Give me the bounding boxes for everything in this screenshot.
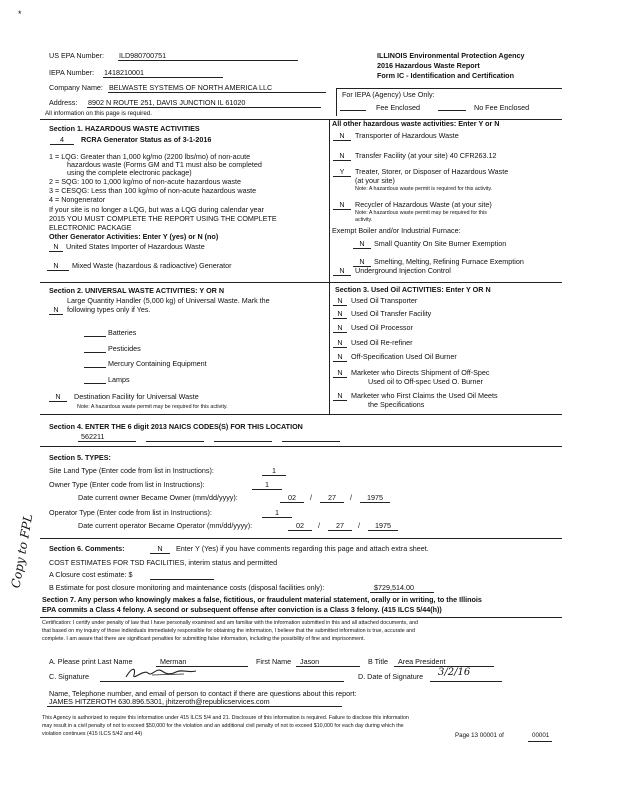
comments-label: Enter Y (Yes) if you have comments regarding this page and attach extra sheet. (176, 544, 429, 553)
destination-facility-value[interactable]: N (55, 392, 61, 401)
certification-line3: complete. I am aware that there are significant penalties for submitting false information, including the possibility of fine and imprisonment. (42, 636, 365, 642)
signature-date-value[interactable]: 3/2/16 (438, 667, 471, 678)
address-label: Address: (49, 98, 78, 107)
importer-value[interactable]: N (53, 242, 59, 251)
tsd-value[interactable]: Y (339, 167, 345, 176)
generator-status-label: RCRA Generator Status as of 3-1-2016 (81, 135, 212, 144)
comments-value[interactable]: N (157, 544, 163, 553)
recycler-label: Recycler of Hazardous Waste (at your site) (355, 200, 492, 209)
operator-date-label: Date current operator Became Operator (mm/dd/yyyy): (78, 521, 253, 530)
fee-enclosed: Fee Enclosed (376, 103, 420, 112)
sqg-option: 2 = SQG: 100 to 1,000 kg/mo of non-acute hazardous waste (49, 177, 241, 186)
operator-date-month[interactable]: 02 (296, 521, 304, 530)
tsd-permit-note: Note: A hazardous waste permit is required for this activity. (355, 186, 493, 192)
company-label: Company Name: (49, 83, 103, 92)
lqg-option-line2: hazardous waste (Forms GM and T1 must also be completed (67, 160, 262, 169)
mixed-waste-label: Mixed Waste (hazardous & radioactive) Generator (72, 261, 232, 270)
site-land-type-label: Site Land Type (Enter code from list in Instructions): (49, 466, 214, 475)
tsd-label-line1: Treater, Storer, or Disposer of Hazardous Waste (355, 167, 509, 176)
other-generator-title: Other Generator Activities: Enter Y (yes) or N (no) (49, 232, 219, 241)
marketer-claims-label-line2: the Specifications (368, 400, 425, 409)
operator-type-value[interactable]: 1 (275, 508, 279, 517)
date-signature-label: D. Date of Signature (358, 672, 424, 681)
other-activities-title: All other hazardous waste activities: Enter Y or N (332, 119, 500, 128)
smelting-label: Smelting, Melting, Refining Furnace Exemption (374, 257, 524, 266)
offspec-burner-value[interactable]: N (337, 352, 343, 361)
report-title: 2016 Hazardous Waste Report (377, 61, 480, 70)
section6-title: Section 6. Comments: (49, 544, 125, 553)
footer-line1: This Agency is authorized to require this information under 415 ILCS 5/4 and 21. Disclosure of this information is required. Failure to disclose this information (42, 715, 409, 721)
agency-use-note: For IEPA (Agency) Use Only: (342, 90, 435, 99)
print-name-label: A. Please print Last Name (49, 657, 133, 666)
us-epa-value: ILD980700751 (119, 51, 167, 60)
operator-date-day[interactable]: 27 (336, 521, 344, 530)
stray-mark: * (18, 9, 22, 19)
oil-processor-value[interactable]: N (337, 323, 343, 332)
operator-date-slash2: / (358, 521, 360, 530)
form-title: Form IC - Identification and Certification (377, 71, 514, 80)
lqg-note-line3: ELECTRONIC PACKAGE (49, 223, 132, 232)
section3-title: Section 3. Used Oil ACTIVITIES: Enter Y OR N (335, 285, 491, 294)
large-quantity-label-line2: following types only if Yes. (67, 305, 151, 314)
uic-label: Underground Injection Control (355, 266, 451, 275)
site-land-type-value[interactable]: 1 (272, 466, 276, 475)
oil-transfer-value[interactable]: N (337, 309, 343, 318)
transporter-label: Transporter of Hazardous Waste (355, 131, 459, 140)
operator-date-slash1: / (318, 521, 320, 530)
smelting-value[interactable]: N (359, 257, 365, 266)
batteries-label: Batteries (108, 328, 137, 337)
page-label: Page 13 00001 of (455, 732, 504, 739)
certification-line2: that based on my inquiry of those individuals immediately responsible for obtaining the information, I believe that the submitted information is true, accurate and (42, 628, 416, 634)
lqg-note-line1: If your site is no longer a LQG, but was a LQG during calendar year (49, 205, 264, 214)
owner-type-label: Owner Type (Enter code from list in Instructions): (49, 480, 205, 489)
marketer-claims-value[interactable]: N (337, 391, 343, 400)
naics-code[interactable]: 562211 (81, 432, 105, 441)
section4-title: Section 4. ENTER THE 6 digit 2013 NAICS CODES(S) FOR THIS LOCATION (49, 422, 303, 431)
uic-value[interactable]: N (339, 266, 345, 275)
signature-scribble (122, 663, 202, 683)
post-closure-value[interactable]: $729,514.00 (374, 583, 414, 592)
transporter-value[interactable]: N (339, 131, 345, 140)
iepa-label: IEPA Number: (49, 68, 95, 77)
importer-label: United States Importer of Hazardous Waste (66, 242, 205, 251)
oil-transfer-label: Used Oil Transfer Facility (351, 309, 432, 318)
contact-value[interactable]: JAMES HITZEROTH 630.896.5301, jhitzeroth@republicservices.com (49, 697, 270, 706)
margin-handwritten-note: Copy to FPL (8, 512, 36, 590)
transfer-facility-label: Transfer Facility (at your site) 40 CFR263.12 (355, 151, 497, 160)
last-name-value[interactable]: Merman (160, 657, 187, 666)
marketer-claims-label-line1: Marketer who First Claims the Used Oil Meets (351, 391, 498, 400)
tsd-label-line2: (at your site) (355, 176, 395, 185)
marketer-directs-label-line1: Marketer who Directs Shipment of Off-Spec (351, 368, 490, 377)
owner-date-slash1: / (310, 493, 312, 502)
offspec-burner-label: Off-Specification Used Oil Burner (351, 352, 457, 361)
small-burner-value[interactable]: N (359, 239, 365, 248)
recycler-note-line2: activity. (355, 217, 373, 223)
mixed-waste-value[interactable]: N (53, 261, 59, 270)
oil-refiner-value[interactable]: N (337, 338, 343, 347)
signature-label: C. Signature (49, 672, 89, 681)
footer-line3: violation continues (415 ILCS 5/42 and 44) (42, 731, 143, 737)
lqg-option-line1: 1 = LQG: Greater than 1,000 kg/mo (2200 lbs/mo) of non-acute (49, 152, 251, 161)
mercury-label: Mercury Containing Equipment (108, 359, 207, 368)
recycler-note-line1: Note: A hazardous waste permit may be required for this (355, 210, 487, 216)
section2-title: Section 2. UNIVERSAL WASTE ACTIVITIES: Y OR N (49, 286, 225, 295)
first-name-label: First Name (256, 657, 292, 666)
first-name-value[interactable]: Jason (300, 657, 320, 666)
lqg-note-line2: 2015 YOU MUST COMPLETE THE REPORT USING THE COMPLETE (49, 214, 277, 223)
section7-title-line1: Section 7. Any person who knowingly makes a false, fictitious, or fraudulent material statement, orally or in writing, to the Illinois (42, 595, 482, 604)
transfer-facility-value[interactable]: N (339, 151, 345, 160)
owner-type-value[interactable]: 1 (265, 480, 269, 489)
destination-permit-note: Note: A hazardous waste permit may be required for this activity. (77, 404, 228, 410)
title-value[interactable]: Area President (398, 657, 446, 666)
footer-line2: may result in a civil penalty of not to exceed $50,000 for the violation and an additional civil penalty of not to exceed $10,000 for each day during which the (42, 723, 404, 729)
oil-refiner-label: Used Oil Re-refiner (351, 338, 413, 347)
owner-date-year[interactable]: 1975 (367, 493, 383, 502)
oil-transporter-label: Used Oil Transporter (351, 296, 418, 305)
section7-title-line2: EPA commits a Class 4 felony. A second or subsequent offense after conviction is a Class 3 felony. (415 ILCS 5/44(h)) (42, 605, 442, 614)
address-value: 8902 N ROUTE 251, DAVIS JUNCTION IL 61020 (88, 98, 246, 107)
required-note: All information on this page is required. (45, 110, 152, 117)
post-closure-label: B Estimate for post closure monitoring and maintenance costs (disposal facilities only): (49, 583, 325, 592)
large-quantity-value[interactable]: N (53, 305, 59, 314)
oil-processor-label: Used Oil Processor (351, 323, 413, 332)
operator-date-year[interactable]: 1975 (375, 521, 391, 530)
marketer-directs-value[interactable]: N (337, 368, 343, 377)
title-label: B Title (368, 657, 388, 666)
us-epa-label: US EPA Number: (49, 51, 104, 60)
lqg-option-line3: using the complete electronic package) (67, 168, 192, 177)
cesqg-option: 3 = CESQG: Less than 100 kg/mo of non-acute hazardous waste (49, 186, 257, 195)
pesticides-label: Pesticides (108, 344, 141, 353)
section5-title: Section 5. TYPES: (49, 453, 111, 462)
recycler-value[interactable]: N (339, 200, 345, 209)
certification-line1: Certification: I certify under penalty of law that I have personally examined and am familiar with the information submitted in this and all attached documents, and (42, 620, 418, 626)
generator-status-value[interactable]: 4 (60, 135, 64, 144)
contact-label: Name, Telephone number, and email of person to contact if there are questions about this report: (49, 689, 357, 698)
large-quantity-label-line1: Large Quantity Handler (5,000 kg) of Universal Waste. Mark the (67, 296, 270, 305)
oil-transporter-value[interactable]: N (337, 296, 343, 305)
iepa-value: 1418210001 (104, 68, 144, 77)
nongenerator-option: 4 = Nongenerator (49, 195, 106, 204)
owner-date-month[interactable]: 02 (288, 493, 296, 502)
cost-estimates-title: COST ESTIMATES FOR TSD FACILITIES, interim status and permitted (49, 558, 278, 567)
agency-title: ILLINOIS Environmental Protection Agency (377, 51, 525, 60)
owner-date-day[interactable]: 27 (328, 493, 336, 502)
exempt-title: Exempt Boiler and/or Industrial Furnace: (332, 226, 461, 235)
operator-type-label: Operator Type (Enter code from list in Instructions): (49, 508, 212, 517)
lamps-label: Lamps (108, 375, 130, 384)
closure-cost-label: A Closure cost estimate: $ (49, 570, 133, 579)
company-value: BELWASTE SYSTEMS OF NORTH AMERICA LLC (109, 83, 273, 92)
small-burner-label: Small Quantity On Site Burner Exemption (374, 239, 507, 248)
owner-date-slash2: / (350, 493, 352, 502)
destination-facility-label: Destination Facility for Universal Waste (74, 392, 199, 401)
section1-title: Section 1. HAZARDOUS WASTE ACTIVITIES (49, 124, 200, 133)
marketer-directs-label-line2: Used oil to Off-spec Used O. Burner (368, 377, 483, 386)
no-fee-enclosed: No Fee Enclosed (474, 103, 530, 112)
page-total: 00001 (532, 732, 550, 739)
owner-date-label: Date current owner Became Owner (mm/dd/yyyy): (78, 493, 238, 502)
